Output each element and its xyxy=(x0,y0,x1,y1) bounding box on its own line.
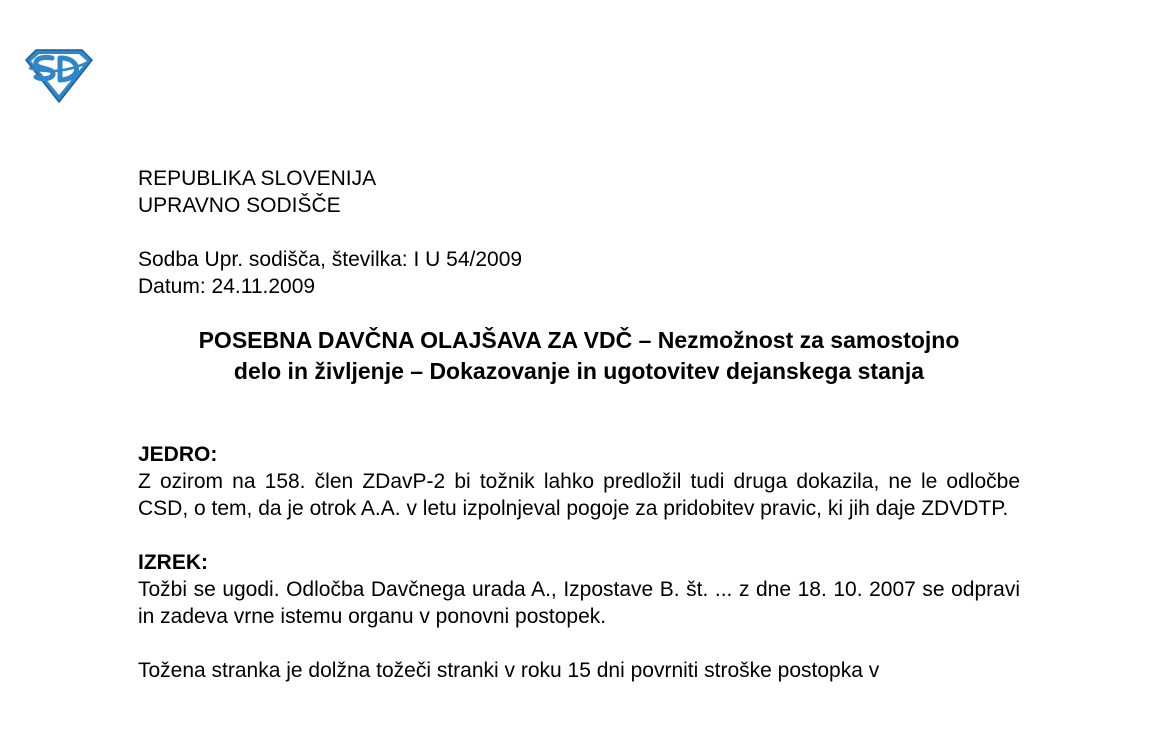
izrek-text-2: Tožena stranka je dolžna tožeči stranki v roku 15 dni povrniti stroške postopka v xyxy=(138,659,880,682)
document-title: POSEBNA DAVČNA OLAJŠAVA ZA VDČ – Nezmožnost za samostojno delo in življenje – Dokazovanje in ugotovitev dejanskega stanja xyxy=(198,327,960,384)
document-page xyxy=(138,165,1020,684)
sd-logo-icon xyxy=(22,46,96,104)
izrek-text-1: Tožbi se ugodi. Odločba Davčnega urada A., Izpostave B. št. ... z dne 18. 10. 2007 se odpravi in zadeva vrne istemu organu v ponovni postopek. xyxy=(138,578,1020,628)
izrek-heading: IZREK: xyxy=(138,551,208,574)
jedro-text: Z ozirom na 158. člen ZDavP-2 bi tožnik lahko predložil tudi druga dokazila, ne le odločbe CSD, o tem, da je otrok A.A. v letu izpolnjeval pogoje za pridobitev pravic, ki jih daje ZDVDTP. xyxy=(138,470,1020,520)
case-number-line: Sodba Upr. sodišča, številka: I U 54/2009 xyxy=(138,248,523,271)
jedro-heading: JEDRO: xyxy=(138,443,218,466)
court-line: UPRAVNO SODIŠČE xyxy=(138,194,341,217)
country-line: REPUBLIKA SLOVENIJA xyxy=(138,167,377,190)
date-line: Datum: 24.11.2009 xyxy=(138,275,316,298)
